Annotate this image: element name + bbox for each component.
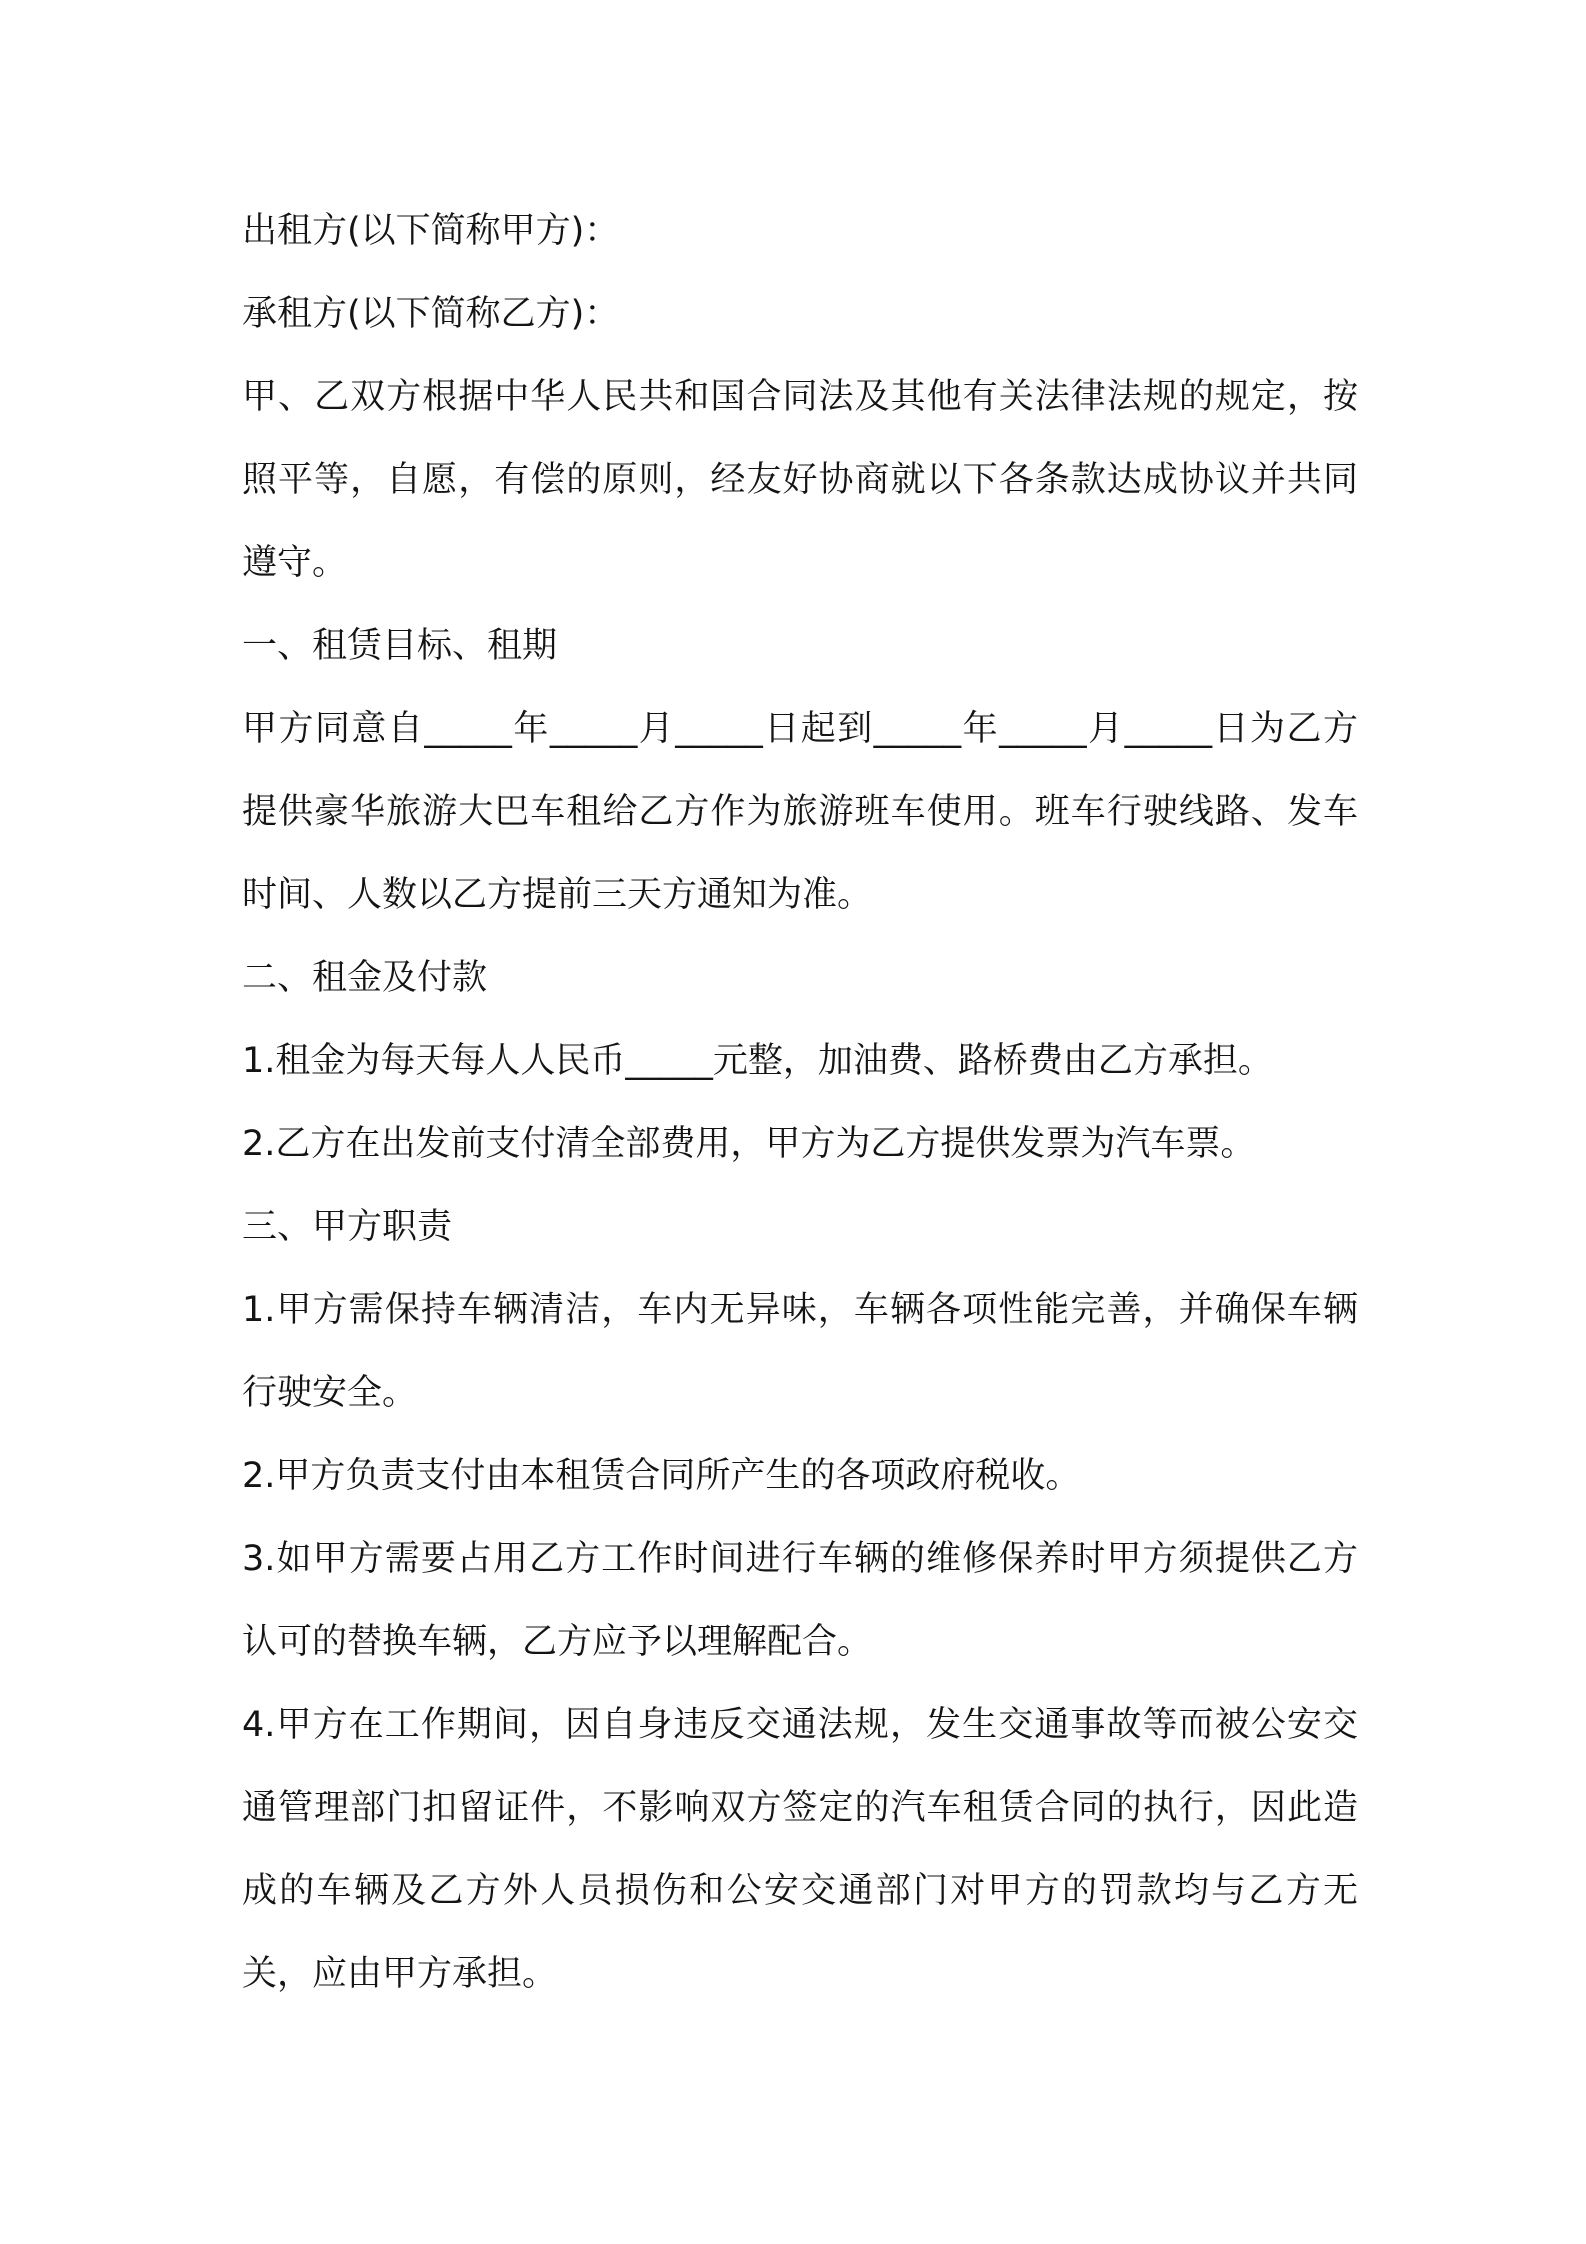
lessee-line: 承租方(以下简称乙方)： xyxy=(242,294,620,334)
lessor-line: 出租方(以下简称甲方)： xyxy=(242,211,620,251)
contract-body xyxy=(242,190,1358,2016)
clause-rent-amount: 1.租金为每天每人人民币_____元整，加油费、路桥费由乙方承担。 xyxy=(242,1041,1273,1081)
section-heading-lease-term: 一、租赁目标、租期 xyxy=(242,626,558,666)
section-heading-lessor-duties: 三、甲方职责 xyxy=(242,1207,453,1247)
clause-replacement-vehicle: 3.如甲方需要占用乙方工作时间进行车辆的维修保养时甲方须提供乙方认可的替换车辆，乙方应予以理解配合。 xyxy=(242,1539,1358,1662)
clause-payment-invoice: 2.乙方在出发前支付清全部费用，甲方为乙方提供发票为汽车票。 xyxy=(242,1124,1256,1164)
clause-vehicle-condition: 1.甲方需保持车辆清洁，车内无异味，车辆各项性能完善，并确保车辆行驶安全。 xyxy=(242,1290,1358,1413)
section-heading-rent-payment: 二、租金及付款 xyxy=(242,958,488,998)
clause-government-taxes: 2.甲方负责支付由本租赁合同所产生的各项政府税收。 xyxy=(242,1456,1081,1496)
clause-traffic-violations: 4.甲方在工作期间，因自身违反交通法规，发生交通事故等而被公安交通管理部门扣留证件，不影响双方签定的汽车租赁合同的执行，因此造成的车辆及乙方外人员损伤和公安交通部门对甲方的罚款均与乙方无关，应由甲方承担。 xyxy=(242,1705,1358,1994)
preamble-paragraph: 甲、乙双方根据中华人民共和国合同法及其他有关法律法规的规定，按照平等，自愿，有偿的原则，经友好协商就以下各条款达成协议并共同遵守。 xyxy=(242,377,1358,583)
clause-lease-period: 甲方同意自_____年_____月_____日起到_____年_____月_____日为乙方提供豪华旅游大巴车租给乙方作为旅游班车使用。班车行驶线路、发车时间、人数以乙方提前三天方通知为准。 xyxy=(242,709,1358,915)
